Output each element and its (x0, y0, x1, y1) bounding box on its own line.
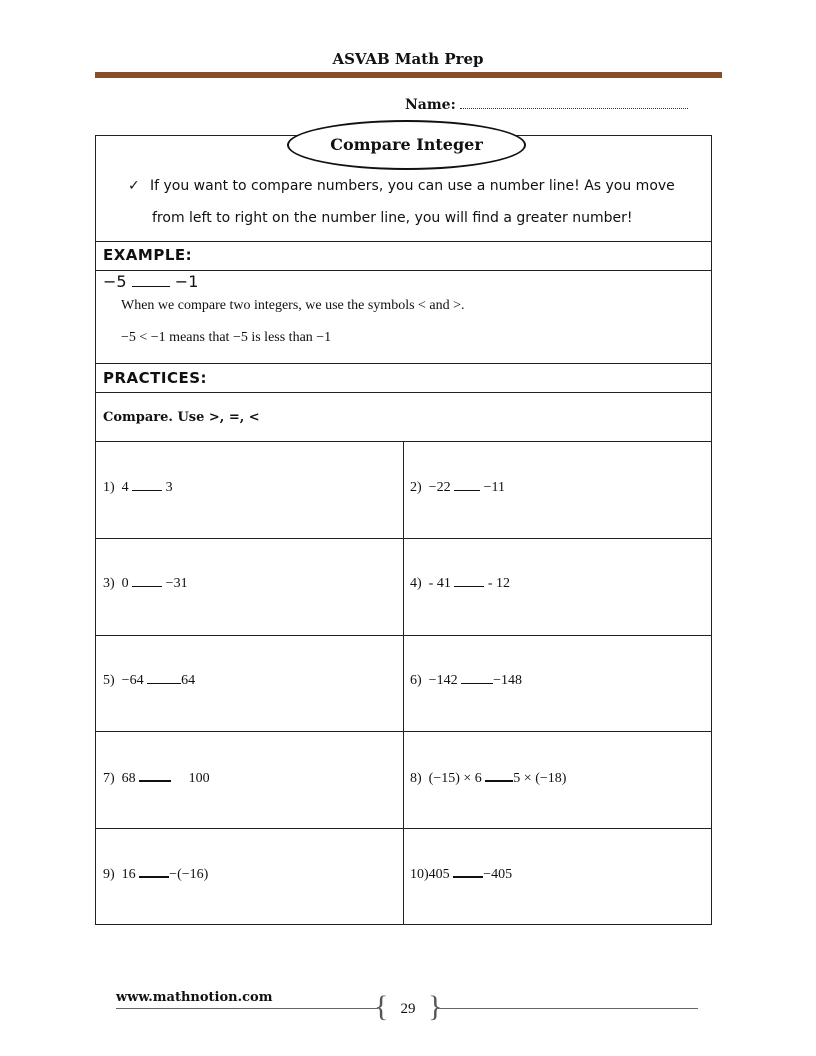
problem-left: 16 (121, 867, 136, 882)
grid-divider-4 (95, 828, 712, 829)
problem-right: −148 (493, 673, 522, 688)
problem-number: 2) (410, 480, 422, 495)
answer-blank[interactable] (454, 576, 484, 587)
name-field (405, 97, 688, 113)
bracket-right-icon: } (428, 990, 443, 1023)
problem-8 (410, 770, 566, 787)
problem-right: 3 (165, 480, 173, 495)
answer-blank[interactable] (139, 770, 171, 782)
name-dotted-line (460, 98, 688, 109)
footer-url: www.mathnotion.com (116, 990, 273, 1005)
problem-left: (−15) × 6 (428, 771, 482, 786)
problem-number: 8) (410, 771, 422, 786)
problem-left: 0 (121, 576, 129, 591)
problem-7 (103, 770, 210, 787)
problem-left: - 41 (428, 576, 451, 591)
answer-blank[interactable] (132, 480, 162, 491)
grid-divider-2 (95, 635, 712, 636)
document-title: ASVAB Math Prep (332, 50, 484, 68)
footer-rule-left (116, 1008, 378, 1009)
worksheet-title: Compare Integer (287, 120, 526, 170)
problem-left: 68 (121, 771, 136, 786)
example-line-1: When we compare two integers, we use the symbols < and >. (121, 298, 465, 313)
problem-left: 405 (428, 867, 450, 882)
practices-instruction: Compare. Use >, =, < (103, 410, 260, 425)
problem-left: −142 (428, 673, 458, 688)
problem-right: −11 (483, 480, 505, 495)
name-label: Name: (405, 97, 456, 113)
problem-number: 10) (410, 867, 429, 882)
bracket-left-icon: { (374, 990, 389, 1023)
intro-text (128, 170, 718, 234)
problem-6 (410, 673, 522, 689)
problem-1 (103, 480, 173, 496)
practices-label: PRACTICES: (103, 369, 208, 387)
problem-number: 5) (103, 673, 115, 688)
answer-blank[interactable] (454, 480, 480, 491)
problem-3 (103, 576, 188, 592)
checkmark-icon: ✓ (128, 178, 140, 194)
problem-2 (410, 480, 505, 496)
problem-number: 6) (410, 673, 422, 688)
example-left: −5 (103, 272, 127, 291)
problem-right: −405 (483, 867, 513, 882)
problem-5 (103, 673, 195, 689)
answer-blank[interactable] (132, 576, 162, 587)
problem-left: −64 (121, 673, 144, 688)
example-blank (132, 276, 170, 287)
intro-line-1: If you want to compare numbers, you can use a number line! As you move (150, 178, 675, 194)
answer-blank[interactable] (485, 770, 513, 782)
problem-number: 9) (103, 867, 115, 882)
grid-divider-vertical (403, 441, 404, 925)
problem-10 (410, 866, 512, 883)
problem-4 (410, 576, 510, 592)
problem-number: 3) (103, 576, 115, 591)
problem-right: −31 (165, 576, 188, 591)
grid-divider-1 (95, 538, 712, 539)
page-number: 29 (400, 1001, 416, 1017)
header-rule (95, 72, 722, 78)
problem-number: 4) (410, 576, 422, 591)
example-right: −1 (174, 272, 199, 291)
problem-right: 100 (188, 771, 210, 786)
footer-rule-right (438, 1008, 698, 1009)
answer-blank[interactable] (453, 866, 483, 878)
intro-line-2: from left to right on the number line, you will find a greater number! (152, 210, 633, 226)
example-label: EXAMPLE: (103, 246, 193, 264)
problem-number: 1) (103, 480, 115, 495)
answer-blank[interactable] (147, 673, 181, 684)
grid-divider-3 (95, 731, 712, 732)
problem-right: 5 × (−18) (513, 771, 567, 786)
answer-blank[interactable] (139, 866, 169, 878)
problem-left: −22 (428, 480, 451, 495)
problem-number: 7) (103, 771, 115, 786)
problem-right: - 12 (487, 576, 511, 591)
answer-blank[interactable] (461, 673, 493, 684)
problem-9 (103, 866, 208, 883)
example-problem (103, 272, 198, 291)
problem-right: 64 (181, 673, 196, 688)
example-line-2: −5 < −1 means that −5 is less than −1 (121, 330, 332, 345)
problem-right: −(−16) (169, 867, 209, 882)
problem-left: 4 (121, 480, 129, 495)
